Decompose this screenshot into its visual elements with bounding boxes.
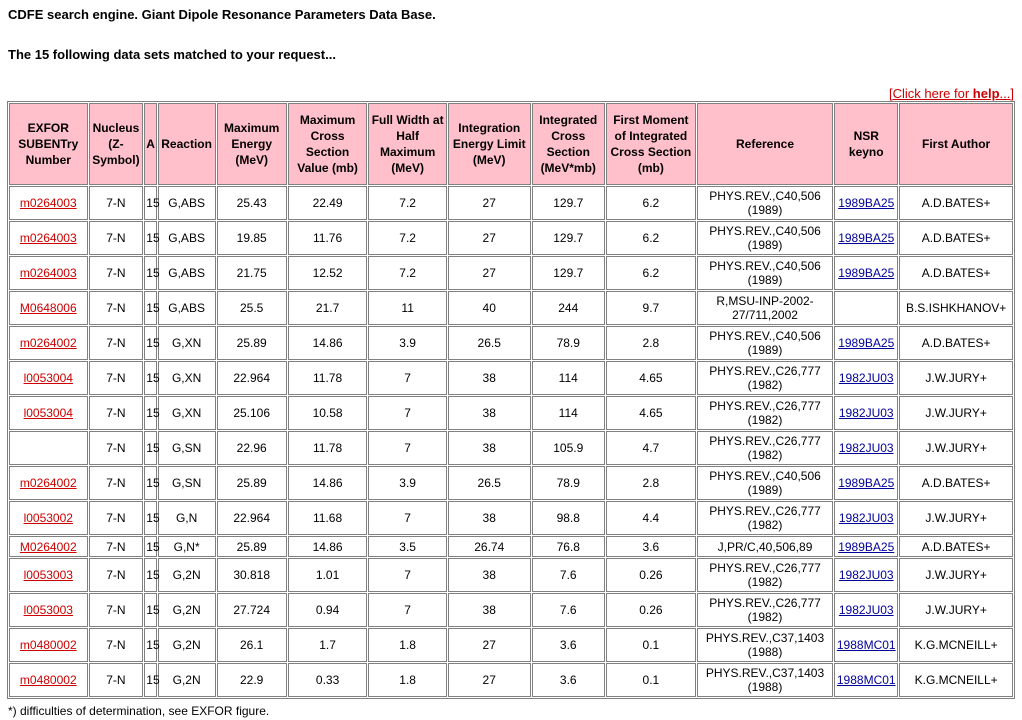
cell-a: 15 [144, 361, 156, 395]
cell-moment: 4.65 [606, 361, 696, 395]
cell-reaction: G,ABS [158, 186, 216, 220]
cell-nsr [834, 256, 898, 290]
cell-author: J.W.JURY+ [899, 361, 1013, 395]
column-header-author: First Author [899, 103, 1013, 185]
cell-reaction: G,ABS [158, 221, 216, 255]
cell-exfor [9, 396, 88, 430]
cell-reaction: G,2N [158, 663, 216, 697]
cell-reaction: G,XN [158, 396, 216, 430]
nsr-link[interactable]: 1989BA25 [838, 476, 895, 490]
cell-moment: 4.7 [606, 431, 696, 465]
column-header-sigmax: Maximum Cross Section Value (mb) [288, 103, 368, 185]
cell-nsr [834, 593, 898, 627]
nsr-link[interactable]: 1989BA25 [838, 231, 895, 245]
exfor-link[interactable]: l0053002 [23, 511, 73, 525]
table-row [9, 663, 1013, 697]
nsr-link[interactable]: 1989BA25 [838, 336, 895, 350]
cell-exfor [9, 256, 88, 290]
cell-author: A.D.BATES+ [899, 221, 1013, 255]
cell-nsr [834, 536, 898, 557]
cell-moment: 0.26 [606, 558, 696, 592]
cell-a: 15 [144, 396, 156, 430]
cell-nsr [834, 291, 898, 325]
table-row [9, 186, 1013, 220]
cell-reaction: G,SN [158, 431, 216, 465]
cell-integ: 7.6 [532, 593, 605, 627]
cell-author: J.W.JURY+ [899, 396, 1013, 430]
cell-nucleus: 7-N [89, 326, 144, 360]
cell-author: J.W.JURY+ [899, 593, 1013, 627]
cell-emax: 26.1 [217, 628, 287, 662]
cell-elim: 26.5 [448, 326, 531, 360]
cell-nucleus: 7-N [89, 536, 144, 557]
page-title: CDFE search engine. Giant Dipole Resonance Parameters Data Base. [8, 7, 436, 22]
cell-nucleus: 7-N [89, 291, 144, 325]
cell-fwhm: 3.9 [368, 326, 447, 360]
cell-fwhm: 7.2 [368, 186, 447, 220]
column-header-moment: First Moment of Integrated Cross Section (mb) [606, 103, 696, 185]
cell-emax: 22.964 [217, 501, 287, 535]
cell-author: J.W.JURY+ [899, 501, 1013, 535]
cell-exfor [9, 186, 88, 220]
cell-moment: 2.8 [606, 326, 696, 360]
cell-moment: 6.2 [606, 256, 696, 290]
table-row [9, 466, 1013, 500]
cell-fwhm: 7 [368, 558, 447, 592]
footnote: *) difficulties of determination, see EXFOR figure. [8, 704, 270, 718]
cell-emax: 19.85 [217, 221, 287, 255]
cell-reaction: G,XN [158, 326, 216, 360]
nsr-link[interactable]: 1989BA25 [838, 196, 895, 210]
exfor-link[interactable]: m0264002 [19, 476, 77, 490]
cell-reaction: G,ABS [158, 256, 216, 290]
cell-sigmax: 14.86 [288, 466, 368, 500]
cell-fwhm: 7.2 [368, 256, 447, 290]
cell-sigmax: 10.58 [288, 396, 368, 430]
cell-fwhm: 3.5 [368, 536, 447, 557]
column-header-fwhm: Full Width at Half Maximum (MeV) [368, 103, 447, 185]
cell-moment: 9.7 [606, 291, 696, 325]
cell-a: 15 [144, 431, 156, 465]
cell-sigmax: 11.68 [288, 501, 368, 535]
cell-emax: 22.9 [217, 663, 287, 697]
column-header-emax: Maximum Energy (MeV) [217, 103, 287, 185]
cell-exfor [9, 501, 88, 535]
cell-a: 15 [144, 501, 156, 535]
table-row [9, 326, 1013, 360]
cell-a: 15 [144, 663, 156, 697]
cell-moment: 6.2 [606, 221, 696, 255]
cell-author: K.G.MCNEILL+ [899, 628, 1013, 662]
cell-sigmax: 1.01 [288, 558, 368, 592]
column-header-exfor: EXFOR SUBENTry Number [9, 103, 88, 185]
cell-integ: 114 [532, 361, 605, 395]
table-row [9, 501, 1013, 535]
exfor-link[interactable]: l0053004 [23, 406, 73, 420]
cell-elim: 27 [448, 663, 531, 697]
table-row [9, 221, 1013, 255]
cell-fwhm: 7 [368, 361, 447, 395]
column-header-nucleus: Nucleus (Z-Symbol) [89, 103, 144, 185]
cell-nucleus: 7-N [89, 628, 144, 662]
nsr-link[interactable]: 1988MC01 [836, 638, 896, 652]
cell-sigmax: 11.78 [288, 431, 368, 465]
cell-author: J.W.JURY+ [899, 431, 1013, 465]
cell-reaction: G,2N [158, 593, 216, 627]
nsr-link[interactable]: 1982JU03 [838, 511, 894, 525]
cell-reaction: G,N [158, 501, 216, 535]
cell-moment: 3.6 [606, 536, 696, 557]
exfor-link[interactable]: l0053003 [23, 568, 73, 582]
cell-reference: PHYS.REV.,C26,777 (1982) [697, 396, 833, 430]
cell-exfor [9, 221, 88, 255]
cell-integ: 78.9 [532, 326, 605, 360]
cell-nucleus: 7-N [89, 431, 144, 465]
column-header-integ: Integrated Cross Section (MeV*mb) [532, 103, 605, 185]
cell-reference: PHYS.REV.,C26,777 (1982) [697, 361, 833, 395]
cell-reaction: G,SN [158, 466, 216, 500]
help-link-bold: help [972, 86, 1000, 101]
table-row [9, 361, 1013, 395]
cell-elim: 38 [448, 558, 531, 592]
cell-fwhm: 7 [368, 396, 447, 430]
table-row [9, 628, 1013, 662]
cell-sigmax: 21.7 [288, 291, 368, 325]
exfor-link[interactable]: m0264003 [19, 196, 77, 210]
cell-emax: 25.89 [217, 326, 287, 360]
cell-elim: 38 [448, 361, 531, 395]
results-table [7, 101, 1015, 699]
cell-elim: 40 [448, 291, 531, 325]
cell-fwhm: 7.2 [368, 221, 447, 255]
cell-reference: PHYS.REV.,C40,506 (1989) [697, 221, 833, 255]
cell-sigmax: 11.78 [288, 361, 368, 395]
cell-reference: PHYS.REV.,C26,777 (1982) [697, 558, 833, 592]
cell-moment: 6.2 [606, 186, 696, 220]
cell-nsr [834, 326, 898, 360]
cell-a: 15 [144, 558, 156, 592]
table-row [9, 396, 1013, 430]
cell-fwhm: 7 [368, 593, 447, 627]
exfor-link[interactable]: l0053003 [23, 603, 73, 617]
column-header-nsr: NSR keyno [834, 103, 898, 185]
cell-elim: 27 [448, 628, 531, 662]
nsr-link[interactable]: 1989BA25 [838, 539, 895, 554]
cell-emax: 22.964 [217, 361, 287, 395]
cell-fwhm: 3.9 [368, 466, 447, 500]
nsr-link[interactable]: 1989BA25 [838, 266, 895, 280]
cell-sigmax: 0.94 [288, 593, 368, 627]
cell-nsr [834, 558, 898, 592]
cell-emax: 25.106 [217, 396, 287, 430]
cell-reference: PHYS.REV.,C40,506 (1989) [697, 326, 833, 360]
cell-fwhm: 7 [368, 431, 447, 465]
cell-fwhm: 7 [368, 501, 447, 535]
cell-nucleus: 7-N [89, 221, 144, 255]
nsr-link[interactable]: 1982JU03 [838, 568, 894, 582]
cell-fwhm: 1.8 [368, 628, 447, 662]
cell-elim: 27 [448, 256, 531, 290]
cell-reaction: G,N* [158, 536, 216, 557]
cell-author: A.D.BATES+ [899, 466, 1013, 500]
cell-sigmax: 0.33 [288, 663, 368, 697]
column-header-elim: Integration Energy Limit (MeV) [448, 103, 531, 185]
exfor-link[interactable]: m0480002 [19, 638, 77, 652]
table-row [9, 291, 1013, 325]
cell-nucleus: 7-N [89, 593, 144, 627]
cell-elim: 38 [448, 396, 531, 430]
cell-nsr [834, 221, 898, 255]
cell-reaction: G,ABS [158, 291, 216, 325]
nsr-link[interactable]: 1982JU03 [838, 371, 894, 385]
exfor-link[interactable]: m0480002 [19, 673, 77, 687]
cell-integ: 129.7 [532, 221, 605, 255]
cell-integ: 244 [532, 291, 605, 325]
cell-elim: 26.5 [448, 466, 531, 500]
cell-integ: 105.9 [532, 431, 605, 465]
cell-author: A.D.BATES+ [899, 536, 1013, 557]
help-link[interactable] [893, 86, 1011, 101]
cell-emax: 25.89 [217, 536, 287, 557]
table-header-row [9, 103, 1013, 185]
help-open-bracket: [ [888, 86, 893, 101]
cell-integ: 7.6 [532, 558, 605, 592]
exfor-link[interactable]: m0264003 [19, 231, 77, 245]
cell-fwhm: 1.8 [368, 663, 447, 697]
cell-nsr [834, 396, 898, 430]
cell-reference: PHYS.REV.,C37,1403 (1988) [697, 663, 833, 697]
cell-elim: 26.74 [448, 536, 531, 557]
cell-elim: 27 [448, 186, 531, 220]
cell-a: 15 [144, 256, 156, 290]
cell-exfor [9, 431, 88, 465]
cell-a: 15 [144, 291, 156, 325]
help-link-ellipsis: ... [999, 86, 1011, 101]
cell-integ: 78.9 [532, 466, 605, 500]
results-summary: The 15 following data sets matched to your request... [8, 47, 336, 62]
cell-elim: 38 [448, 593, 531, 627]
cell-nsr [834, 361, 898, 395]
cell-a: 15 [144, 593, 156, 627]
cell-emax: 25.43 [217, 186, 287, 220]
cell-nucleus: 7-N [89, 186, 144, 220]
cell-moment: 0.1 [606, 663, 696, 697]
cell-exfor [9, 291, 88, 325]
cell-nsr [834, 501, 898, 535]
cell-reference: PHYS.REV.,C26,777 (1982) [697, 431, 833, 465]
exfor-link[interactable]: m0264002 [19, 336, 77, 350]
exfor-link[interactable]: M0264002 [19, 539, 77, 554]
cell-nsr [834, 628, 898, 662]
cell-emax: 25.5 [217, 291, 287, 325]
table-row [9, 558, 1013, 592]
cell-author: A.D.BATES+ [899, 186, 1013, 220]
cell-integ: 129.7 [532, 256, 605, 290]
column-header-a: A [144, 103, 156, 185]
cell-author: J.W.JURY+ [899, 558, 1013, 592]
cell-integ: 129.7 [532, 186, 605, 220]
nsr-link[interactable]: 1982JU03 [838, 603, 894, 617]
cell-reference: PHYS.REV.,C40,506 (1989) [697, 186, 833, 220]
cell-a: 15 [144, 628, 156, 662]
cell-reaction: G,2N [158, 558, 216, 592]
table-row [9, 593, 1013, 627]
cell-integ: 76.8 [532, 536, 605, 557]
cell-exfor [9, 593, 88, 627]
cell-integ: 114 [532, 396, 605, 430]
cell-nsr [834, 186, 898, 220]
cell-sigmax: 11.76 [288, 221, 368, 255]
cell-reference: PHYS.REV.,C40,506 (1989) [697, 256, 833, 290]
cell-nucleus: 7-N [89, 501, 144, 535]
cell-nsr [834, 431, 898, 465]
cell-sigmax: 14.86 [288, 536, 368, 557]
cell-a: 15 [144, 536, 156, 557]
cell-nsr [834, 466, 898, 500]
cell-elim: 27 [448, 221, 531, 255]
cell-a: 15 [144, 186, 156, 220]
cell-nucleus: 7-N [89, 361, 144, 395]
cell-sigmax: 1.7 [288, 628, 368, 662]
cell-sigmax: 12.52 [288, 256, 368, 290]
cell-a: 15 [144, 221, 156, 255]
cell-elim: 38 [448, 431, 531, 465]
cell-nucleus: 7-N [89, 256, 144, 290]
cell-sigmax: 14.86 [288, 326, 368, 360]
cell-exfor [9, 628, 88, 662]
cell-author: A.D.BATES+ [899, 326, 1013, 360]
cell-nucleus: 7-N [89, 663, 144, 697]
cell-author: B.S.ISHKHANOV+ [899, 291, 1013, 325]
nsr-link[interactable]: 1988MC01 [836, 673, 896, 687]
cell-emax: 25.89 [217, 466, 287, 500]
cell-integ: 98.8 [532, 501, 605, 535]
cell-nucleus: 7-N [89, 466, 144, 500]
table-row [9, 256, 1013, 290]
cell-reference: PHYS.REV.,C26,777 (1982) [697, 593, 833, 627]
cell-exfor [9, 466, 88, 500]
cell-a: 15 [144, 326, 156, 360]
cell-integ: 3.6 [532, 628, 605, 662]
cell-integ: 3.6 [532, 663, 605, 697]
cell-moment: 2.8 [606, 466, 696, 500]
cell-emax: 21.75 [217, 256, 287, 290]
cell-reference: PHYS.REV.,C40,506 (1989) [697, 466, 833, 500]
cell-reference: PHYS.REV.,C26,777 (1982) [697, 501, 833, 535]
cell-elim: 38 [448, 501, 531, 535]
table-row [9, 536, 1013, 557]
exfor-link[interactable]: M0648006 [19, 301, 77, 315]
cell-moment: 4.4 [606, 501, 696, 535]
cell-exfor [9, 558, 88, 592]
cell-exfor [9, 361, 88, 395]
help-link-container [889, 86, 1014, 101]
cell-emax: 27.724 [217, 593, 287, 627]
nsr-link[interactable]: 1982JU03 [838, 441, 894, 455]
cell-moment: 0.26 [606, 593, 696, 627]
help-close-bracket: ] [1010, 86, 1014, 101]
cell-moment: 0.1 [606, 628, 696, 662]
cell-sigmax: 22.49 [288, 186, 368, 220]
nsr-link[interactable]: 1982JU03 [838, 406, 894, 420]
cell-emax: 22.96 [217, 431, 287, 465]
cell-exfor [9, 663, 88, 697]
column-header-reference: Reference [697, 103, 833, 185]
cell-author: A.D.BATES+ [899, 256, 1013, 290]
cell-fwhm: 11 [368, 291, 447, 325]
cell-nucleus: 7-N [89, 396, 144, 430]
exfor-link[interactable]: m0264003 [19, 266, 77, 280]
cell-reaction: G,2N [158, 628, 216, 662]
cell-reference: R,MSU-INP-2002-27/711,2002 [697, 291, 833, 325]
help-link-text: Click here for [892, 86, 973, 101]
exfor-link[interactable]: l0053004 [23, 371, 73, 385]
cell-reference: J,PR/C,40,506,89 [697, 536, 833, 557]
cell-nucleus: 7-N [89, 558, 144, 592]
cell-moment: 4.65 [606, 396, 696, 430]
cell-author: K.G.MCNEILL+ [899, 663, 1013, 697]
cell-emax: 30.818 [217, 558, 287, 592]
cell-exfor [9, 536, 88, 557]
table-row [9, 431, 1013, 465]
cell-exfor [9, 326, 88, 360]
column-header-reaction: Reaction [158, 103, 216, 185]
cell-a: 15 [144, 466, 156, 500]
cell-reaction: G,XN [158, 361, 216, 395]
cell-nsr [834, 663, 898, 697]
cell-reference: PHYS.REV.,C37,1403 (1988) [697, 628, 833, 662]
table-body [9, 186, 1013, 697]
